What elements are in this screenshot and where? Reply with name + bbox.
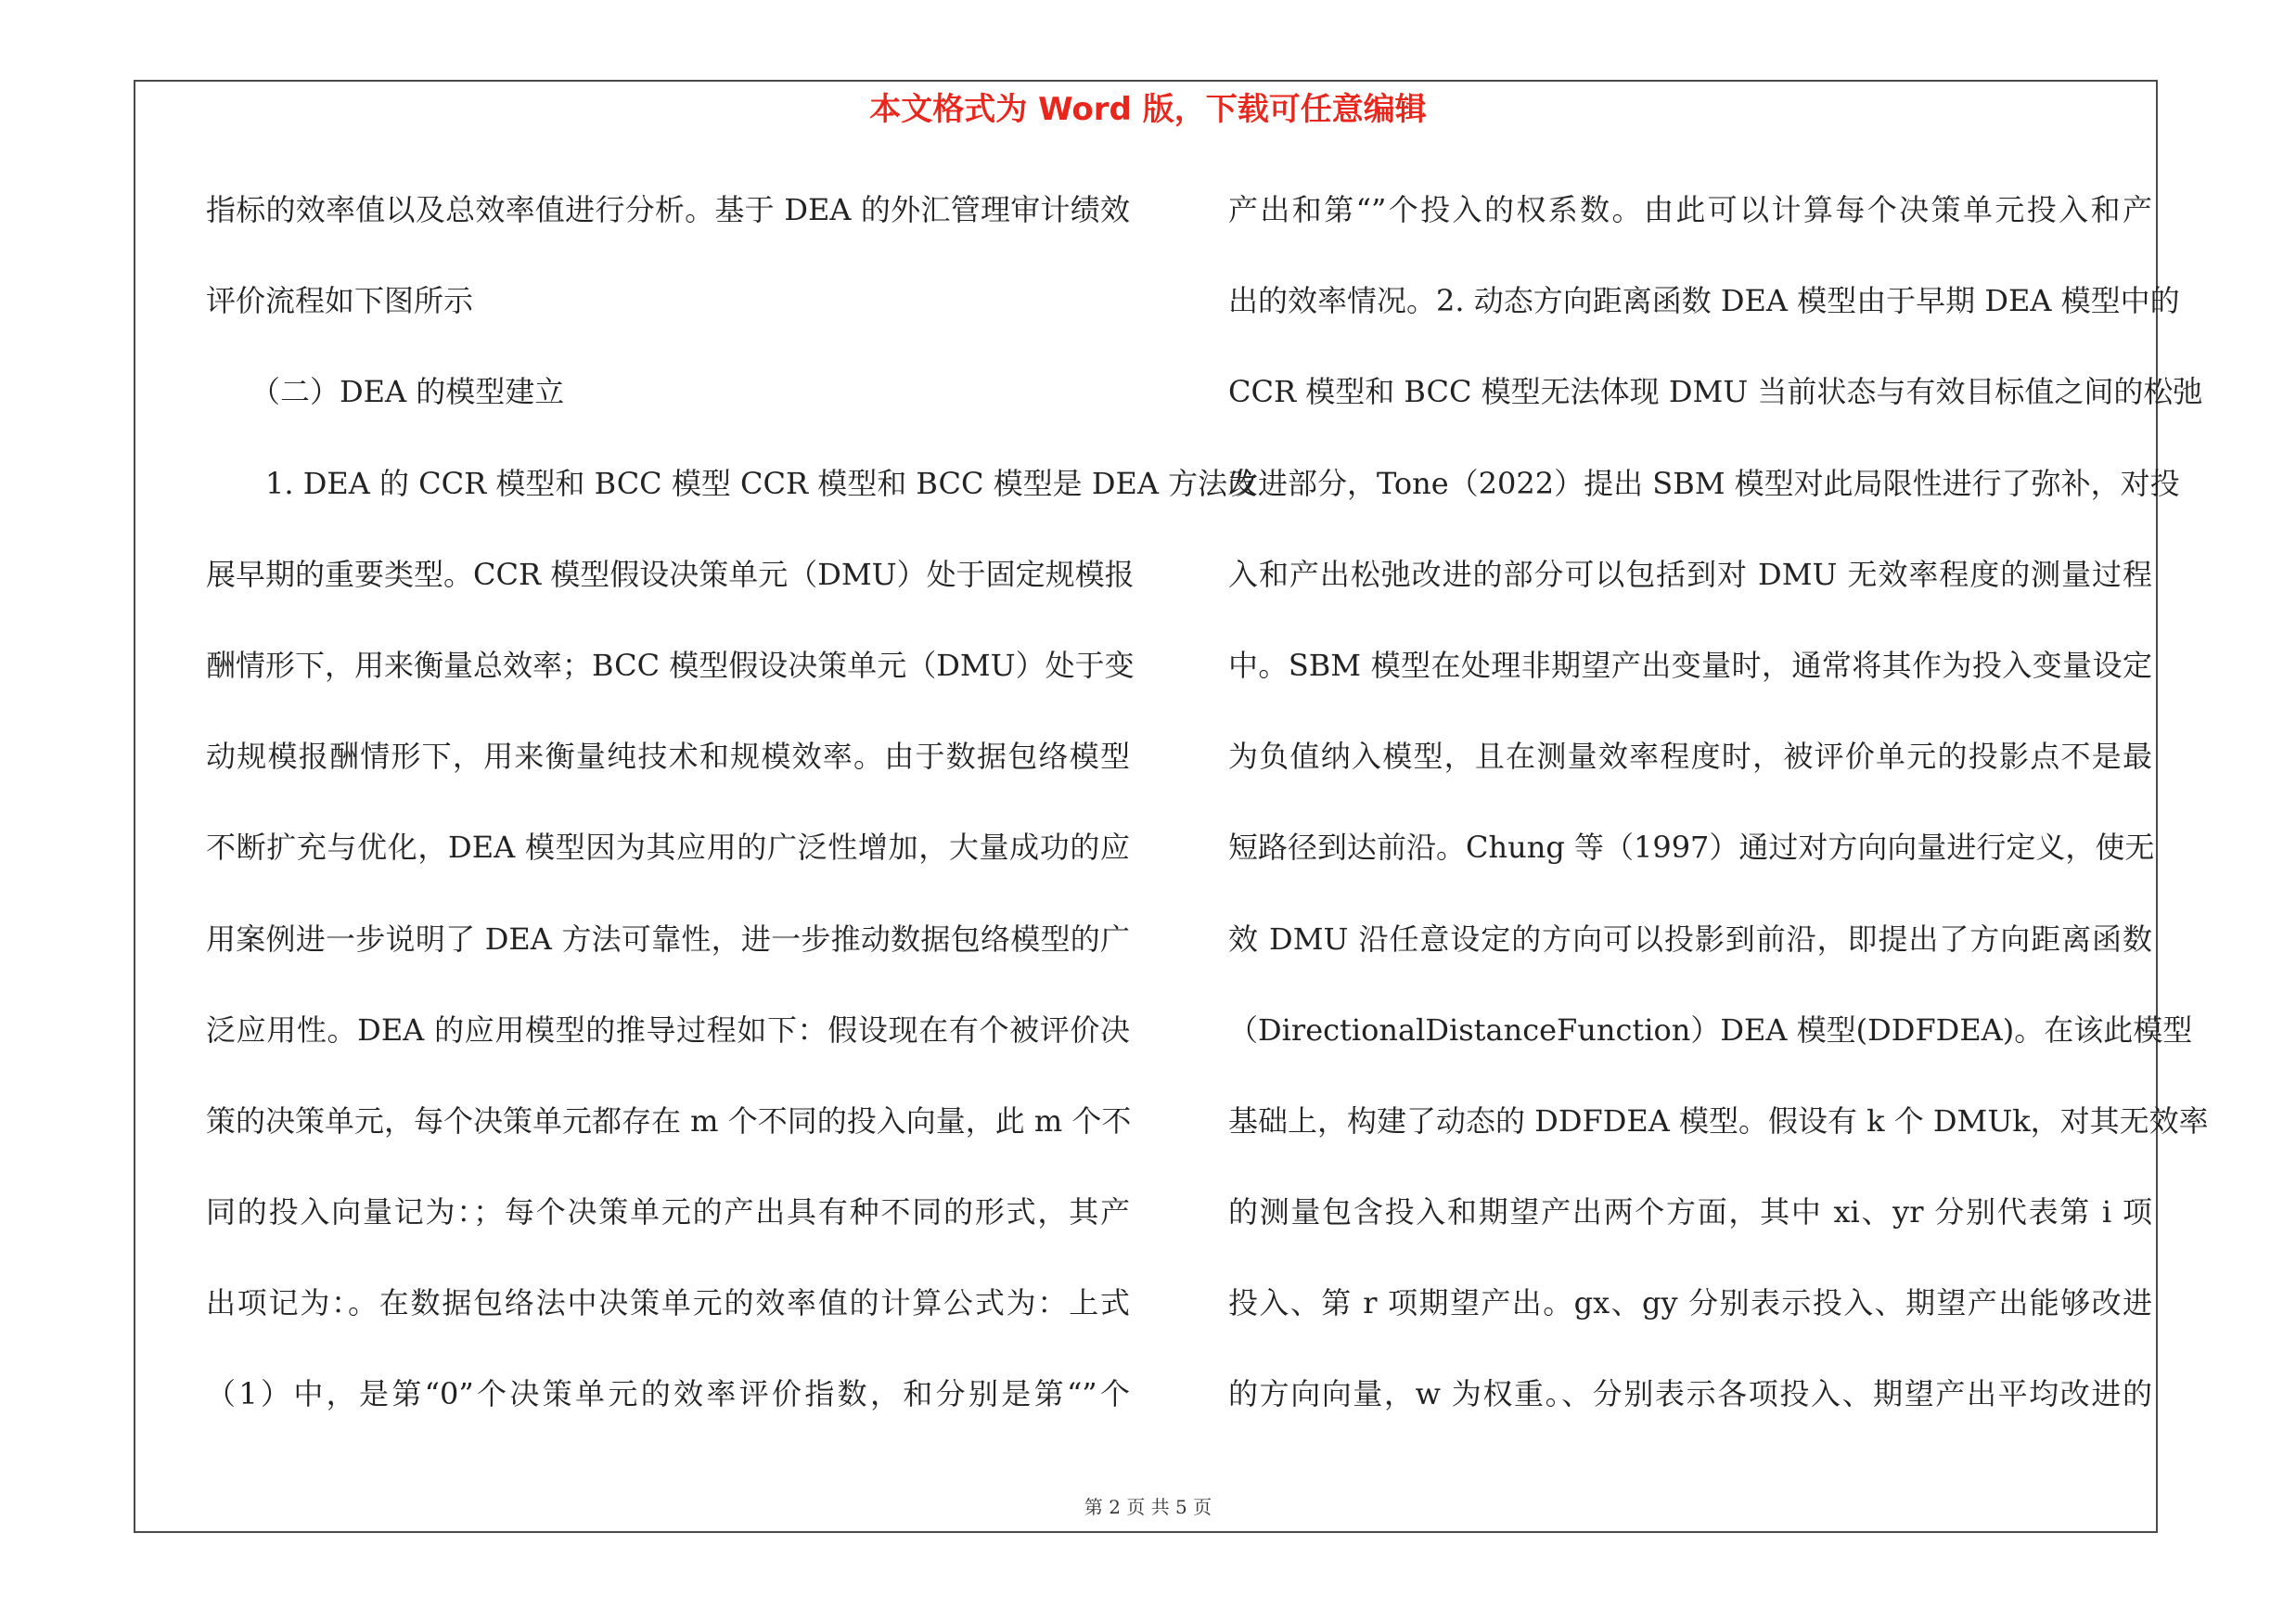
text-line: 的方向向量，w 为权重。、分别表示各项投入、期望产出平均改进的: [1228, 1376, 2152, 1412]
text-line: 短路径到达前沿。Chung 等（1997）通过对方向向量进行定义，使无: [1228, 830, 2155, 866]
text-line: 出项记为：。在数据包络法中决策单元的效率值的计算公式为：上式: [206, 1285, 1130, 1321]
text-line: 入和产出松弛改进的部分可以包括到对 DMU 无效率程度的测量过程: [1228, 556, 2152, 592]
left-column: [206, 182, 1258, 1458]
text-line: 中。SBM 模型在处理非期望产出变量时，通常将其作为投入变量设定: [1228, 647, 2152, 683]
text-line: 展早期的重要类型。CCR 模型假设决策单元（DMU）处于固定规模报: [206, 556, 1135, 592]
text-line: （1）中，是第“0”个决策单元的效率评价指数，和分别是第“”个: [206, 1376, 1130, 1412]
text-line: 的测量包含投入和期望产出两个方面，其中 xi、yr 分别代表第 i 项: [1228, 1194, 2152, 1230]
text-line: （DirectionalDistanceFunction）DEA 模型(DDFDEA)。在该此模型: [1228, 1011, 2193, 1048]
text-line: 投入、第 r 项期望产出。gx、gy 分别表示投入、期望产出能够改进: [1228, 1285, 2152, 1321]
text-line: 指标的效率值以及总效率值进行分析。基于 DEA 的外汇管理审计绩效: [206, 192, 1130, 227]
text-line: 效 DMU 沿任意设定的方向可以投影到前沿，即提出了方向距离函数: [1228, 921, 2152, 957]
section-heading: （二）DEA 的模型建立: [206, 374, 565, 410]
text-line: 产出和第“”个投入的权系数。由此可以计算每个决策单元投入和产: [1228, 192, 2152, 227]
text-line: 动规模报酬情形下，用来衡量纯技术和规模效率。由于数据包络模型: [206, 739, 1130, 775]
header-banner: 本文格式为 Word 版，下载可任意编辑: [869, 91, 1427, 128]
text-line: 泛应用性。DEA 的应用模型的推导过程如下：假设现在有个被评价决: [206, 1011, 1130, 1048]
text-line: 用案例进一步说明了 DEA 方法可靠性，进一步推动数据包络模型的广: [206, 921, 1130, 957]
right-column: [1228, 182, 2209, 1458]
page-number: 第 2 页 共 5 页: [1084, 1496, 1212, 1518]
text-line: 酬情形下，用来衡量总效率；BCC 模型假设决策单元（DMU）处于变: [206, 647, 1135, 683]
text-line: 同的投入向量记为：；每个决策单元的产出具有种不同的形式，其产: [206, 1194, 1130, 1230]
text-line: 评价流程如下图所示: [206, 283, 474, 319]
text-line: CCR 模型和 BCC 模型无法体现 DMU 当前状态与有效目标值之间的松弛: [1228, 374, 2203, 410]
text-line: 出的效率情况。2. 动态方向距离函数 DEA 模型由于早期 DEA 模型中的: [1228, 283, 2180, 319]
text-line: 不断扩充与优化，DEA 模型因为其应用的广泛性增加，大量成功的应: [206, 830, 1130, 866]
text-line: 策的决策单元，每个决策单元都存在 m 个不同的投入向量，此 m 个不: [206, 1102, 1132, 1139]
text-line: 改进部分，Tone（2022）提出 SBM 模型对此局限性进行了弥补，对投: [1228, 465, 2180, 501]
text-line: 为负值纳入模型，且在测量效率程度时，被评价单元的投影点不是最: [1228, 739, 2152, 775]
text-line: 1. DEA 的 CCR 模型和 BCC 模型 CCR 模型和 BCC 模型是 DEA 方法发: [206, 465, 1258, 501]
text-line: 基础上，构建了动态的 DDFDEA 模型。假设有 k 个 DMUk，对其无效率: [1228, 1102, 2209, 1139]
